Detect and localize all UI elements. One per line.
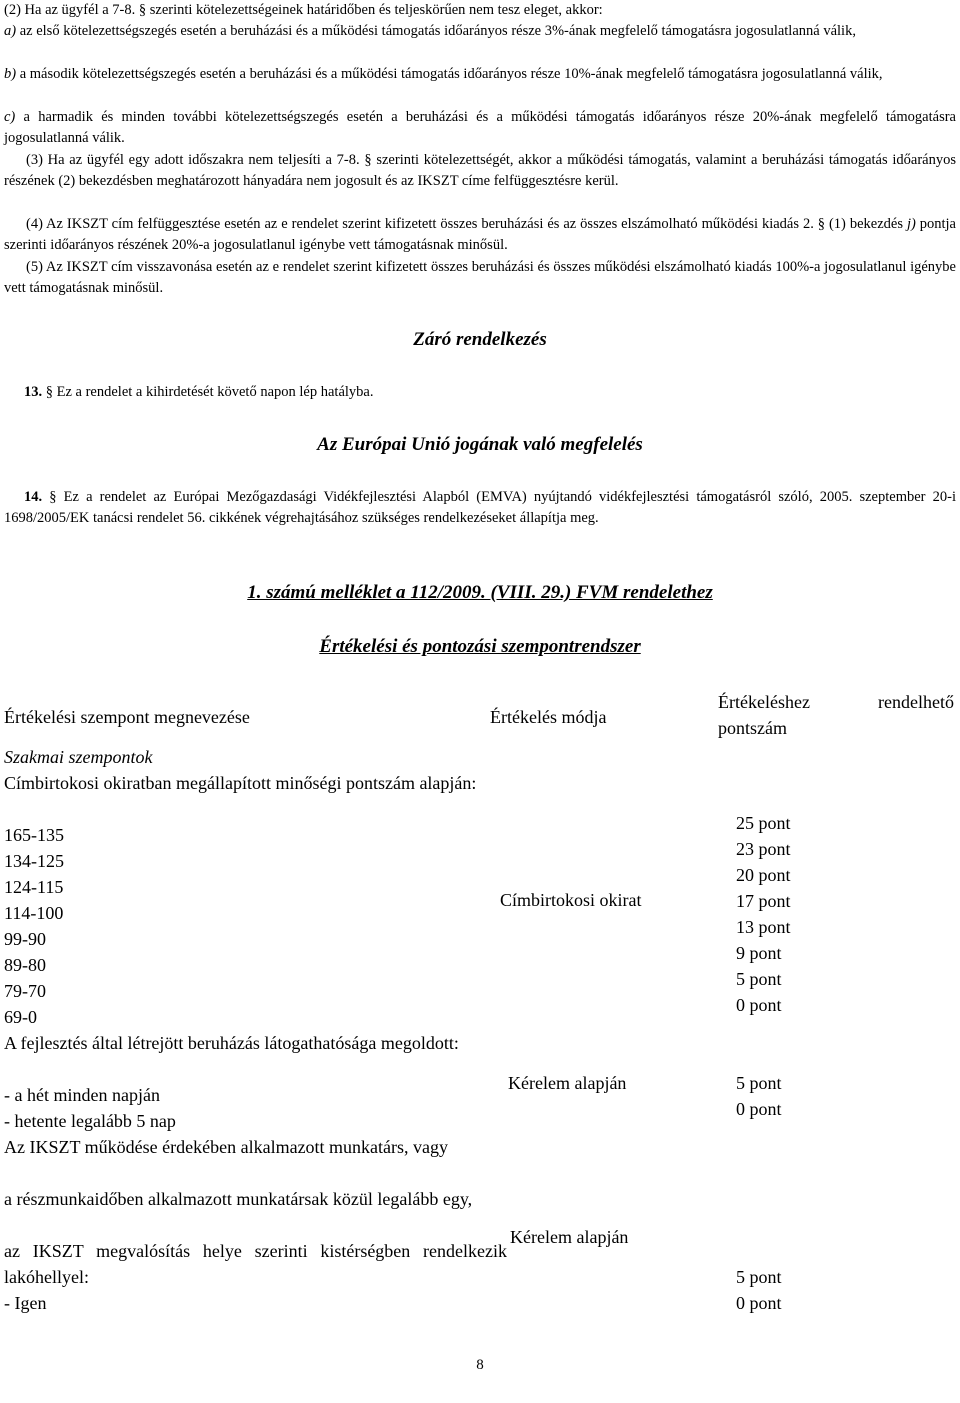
table-header-method: Értékelés módja: [490, 707, 607, 727]
article-14: [4, 487, 956, 530]
point-label-a: a): [4, 23, 17, 39]
row3-option: - Igen: [4, 1293, 47, 1313]
annex-title: 1. számú melléklet a 112/2009. (VIII. 29.) FVM rendelethez: [247, 582, 713, 603]
row1-points-3: 20 pont: [736, 865, 791, 885]
table-header-points: Értékeléshez rendelhető pontszám: [718, 692, 954, 738]
row3-points-1: 5 pont: [736, 1267, 782, 1287]
row3-points-2: 0 pont: [736, 1293, 782, 1313]
row1-range-1: 165-135: [4, 825, 64, 845]
row1-range-8: 69-0: [4, 1007, 37, 1027]
paragraph-4-pre: (4) Az IKSZT cím felfüggesztése esetén az e rendelet szerint kifizetett összes beruházási és az összes elszámolható működési kiadás 2. § (1) bekezdés: [26, 216, 907, 232]
row3-description-b: a részmunkaidőben alkalmazott munkatársak közül legalább egy,: [4, 1189, 473, 1209]
article-14-text: § Ez a rendelet az Európai Mezőgazdasági Vidékfejlesztési Alapból (EMVA) nyújtandó vidékfejlesztési támogatásról szóló, 2005. szeptember 20-i 1698/2005/EK tanácsi rendelet 56. cikkének végrehajtásához szükséges rendelkezéseket állapítja meg.: [4, 489, 956, 527]
point-label-c: c): [4, 109, 16, 125]
row1-points-8: 0 pont: [736, 995, 782, 1015]
row1-points-1: 25 pont: [736, 813, 791, 833]
page-number: 8: [476, 1357, 484, 1373]
paragraph-4: [4, 214, 956, 257]
article-14-number: 14.: [24, 489, 43, 505]
row1-range-3: 124-115: [4, 877, 64, 897]
row1-points-5: 13 pont: [736, 917, 791, 937]
row2-option-1: - a hét minden napján: [4, 1085, 160, 1105]
section-heading-eu: Az Európai Unió jogának való megfelelés: [317, 434, 643, 455]
paragraph-4-ref: j): [906, 216, 916, 232]
row1-points-4: 17 pont: [736, 891, 791, 911]
row2-option-2: - hetente legalább 5 nap: [4, 1111, 176, 1131]
row1-range-4: 114-100: [4, 903, 64, 923]
row2-description: A fejlesztés által létrejött beruházás látogathatósága megoldott:: [4, 1033, 459, 1053]
table-header-criterion: Értékelési szempont megnevezése: [4, 707, 250, 727]
paragraph-2a-text: az első kötelezettségszegés esetén a beruházási és a működési támogatás időarányos része 3%-ának megfelelő támogatásra jogosulatlanná válik,: [16, 23, 856, 39]
article-13-number: 13.: [24, 384, 43, 400]
row2-points-2: 0 pont: [736, 1099, 782, 1119]
point-label-b: b): [4, 66, 17, 82]
paragraph-4-post: pontja szerinti időarányos részének 20%-a jogosulatlanul igénybe vett támogatásnak minősül.: [4, 216, 956, 254]
article-13-text: § Ez a rendelet a kihirdetését követő napon lép hatályba.: [42, 384, 374, 400]
row1-points-7: 5 pont: [736, 969, 782, 989]
paragraph-2c: [4, 107, 956, 150]
row1-range-6: 89-80: [4, 955, 46, 975]
row1-method: Címbirtokosi okirat: [500, 890, 642, 910]
paragraph-2b-text: a második kötelezettségszegés esetén a beruházási és a működési támogatás időarányos része 10%-ának megfelelő támogatásra jogosulatlanná válik,: [16, 66, 883, 82]
row1-description: Címbirtokosi okiratban megállapított minőségi pontszám alapján:: [4, 773, 477, 793]
paragraph-5: (5) Az IKSZT cím visszavonása esetén az e rendelet szerint kifizetett összes beruházási és összes működési elszámolható kiadás 100%-a jogosulatlanul igénybe vett támogatásnak minősül.: [4, 259, 956, 297]
annex-subtitle: Értékelési és pontozási szempontrendszer: [319, 636, 641, 657]
paragraph-3: (3) Ha az ügyfél egy adott időszakra nem teljesíti a 7-8. § szerinti kötelezettségét, akkor a működési támogatás, valamint a beruházási támogatás időarányos részének (2) bekezdésben meghatározott hányadára nem jogosult és az IKSZT címe felfüggesztésre kerül.: [4, 152, 956, 190]
section-heading-closing: Záró rendelkezés: [413, 329, 547, 350]
paragraph-2c-text: a harmadik és minden további kötelezettségszegés esetén a beruházási és a működési támogatás időarányos része 20%-ának megfelelő támogatásra jogosulatlanná válik.: [4, 109, 956, 147]
paragraph-2a: [4, 21, 956, 42]
row3-description-c: az IKSZT megvalósítás helye szerinti kistérségben rendelkezik lakóhellyel:: [4, 1241, 507, 1287]
row1-range-5: 99-90: [4, 929, 46, 949]
row1-points-6: 9 pont: [736, 943, 782, 963]
row2-points-1: 5 pont: [736, 1073, 782, 1093]
row1-range-7: 79-70: [4, 981, 46, 1001]
row2-method: Kérelem alapján: [508, 1073, 627, 1093]
paragraph-2b: [4, 64, 956, 85]
row1-range-2: 134-125: [4, 851, 64, 871]
article-13: [24, 384, 373, 401]
row3-method: Kérelem alapján: [510, 1227, 629, 1247]
table-section-label: Szakmai szempontok: [4, 747, 153, 767]
paragraph-2: (2) Ha az ügyfél a 7-8. § szerinti kötelezettségeinek határidőben és teljeskörűen nem tesz eleget, akkor:: [4, 2, 603, 18]
row3-description-a: Az IKSZT működése érdekében alkalmazott munkatárs, vagy: [4, 1137, 449, 1157]
row1-points-2: 23 pont: [736, 839, 791, 859]
